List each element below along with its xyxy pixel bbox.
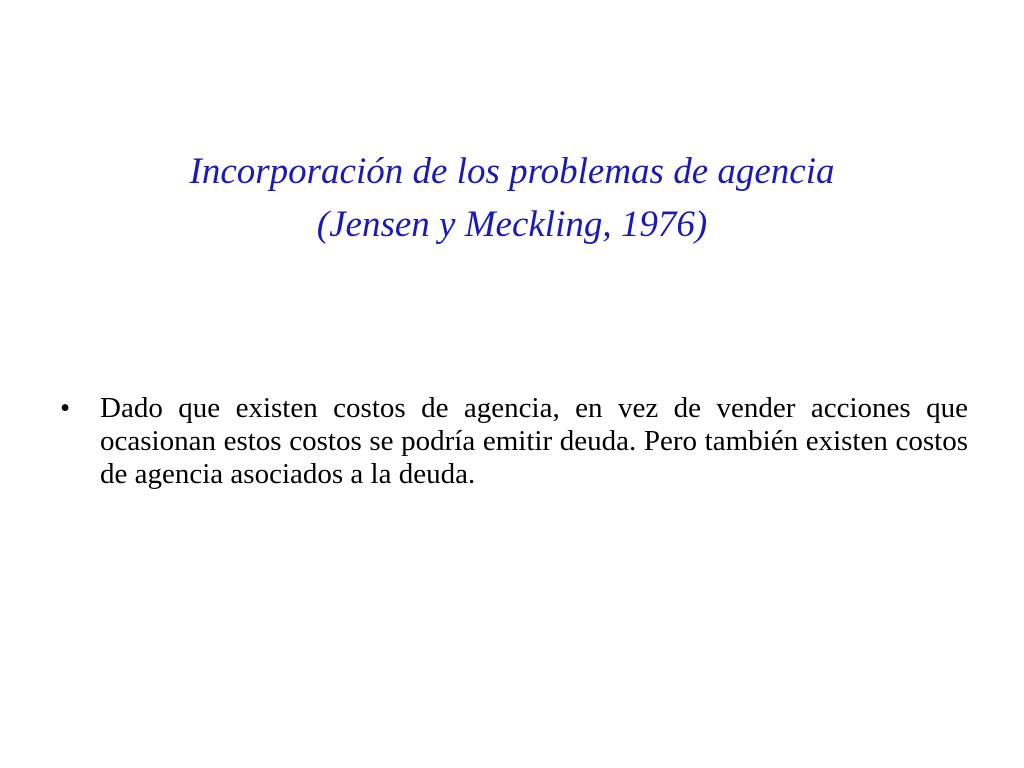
bullet-text: Dado que existen costos de agencia, en vez de vender acciones que ocasionan estos costos se podría emitir deuda. Pero también existen costos de agencia asociados a la deuda. bbox=[100, 392, 968, 490]
slide-title bbox=[60, 145, 964, 251]
bullet-list bbox=[60, 392, 968, 491]
bullet-item bbox=[60, 392, 968, 491]
bullet-icon: • bbox=[60, 392, 71, 424]
slide-title-line-2: (Jensen y Meckling, 1976) bbox=[316, 204, 708, 245]
slide-title-line-1: Incorporación de los problemas de agencia bbox=[189, 151, 835, 192]
